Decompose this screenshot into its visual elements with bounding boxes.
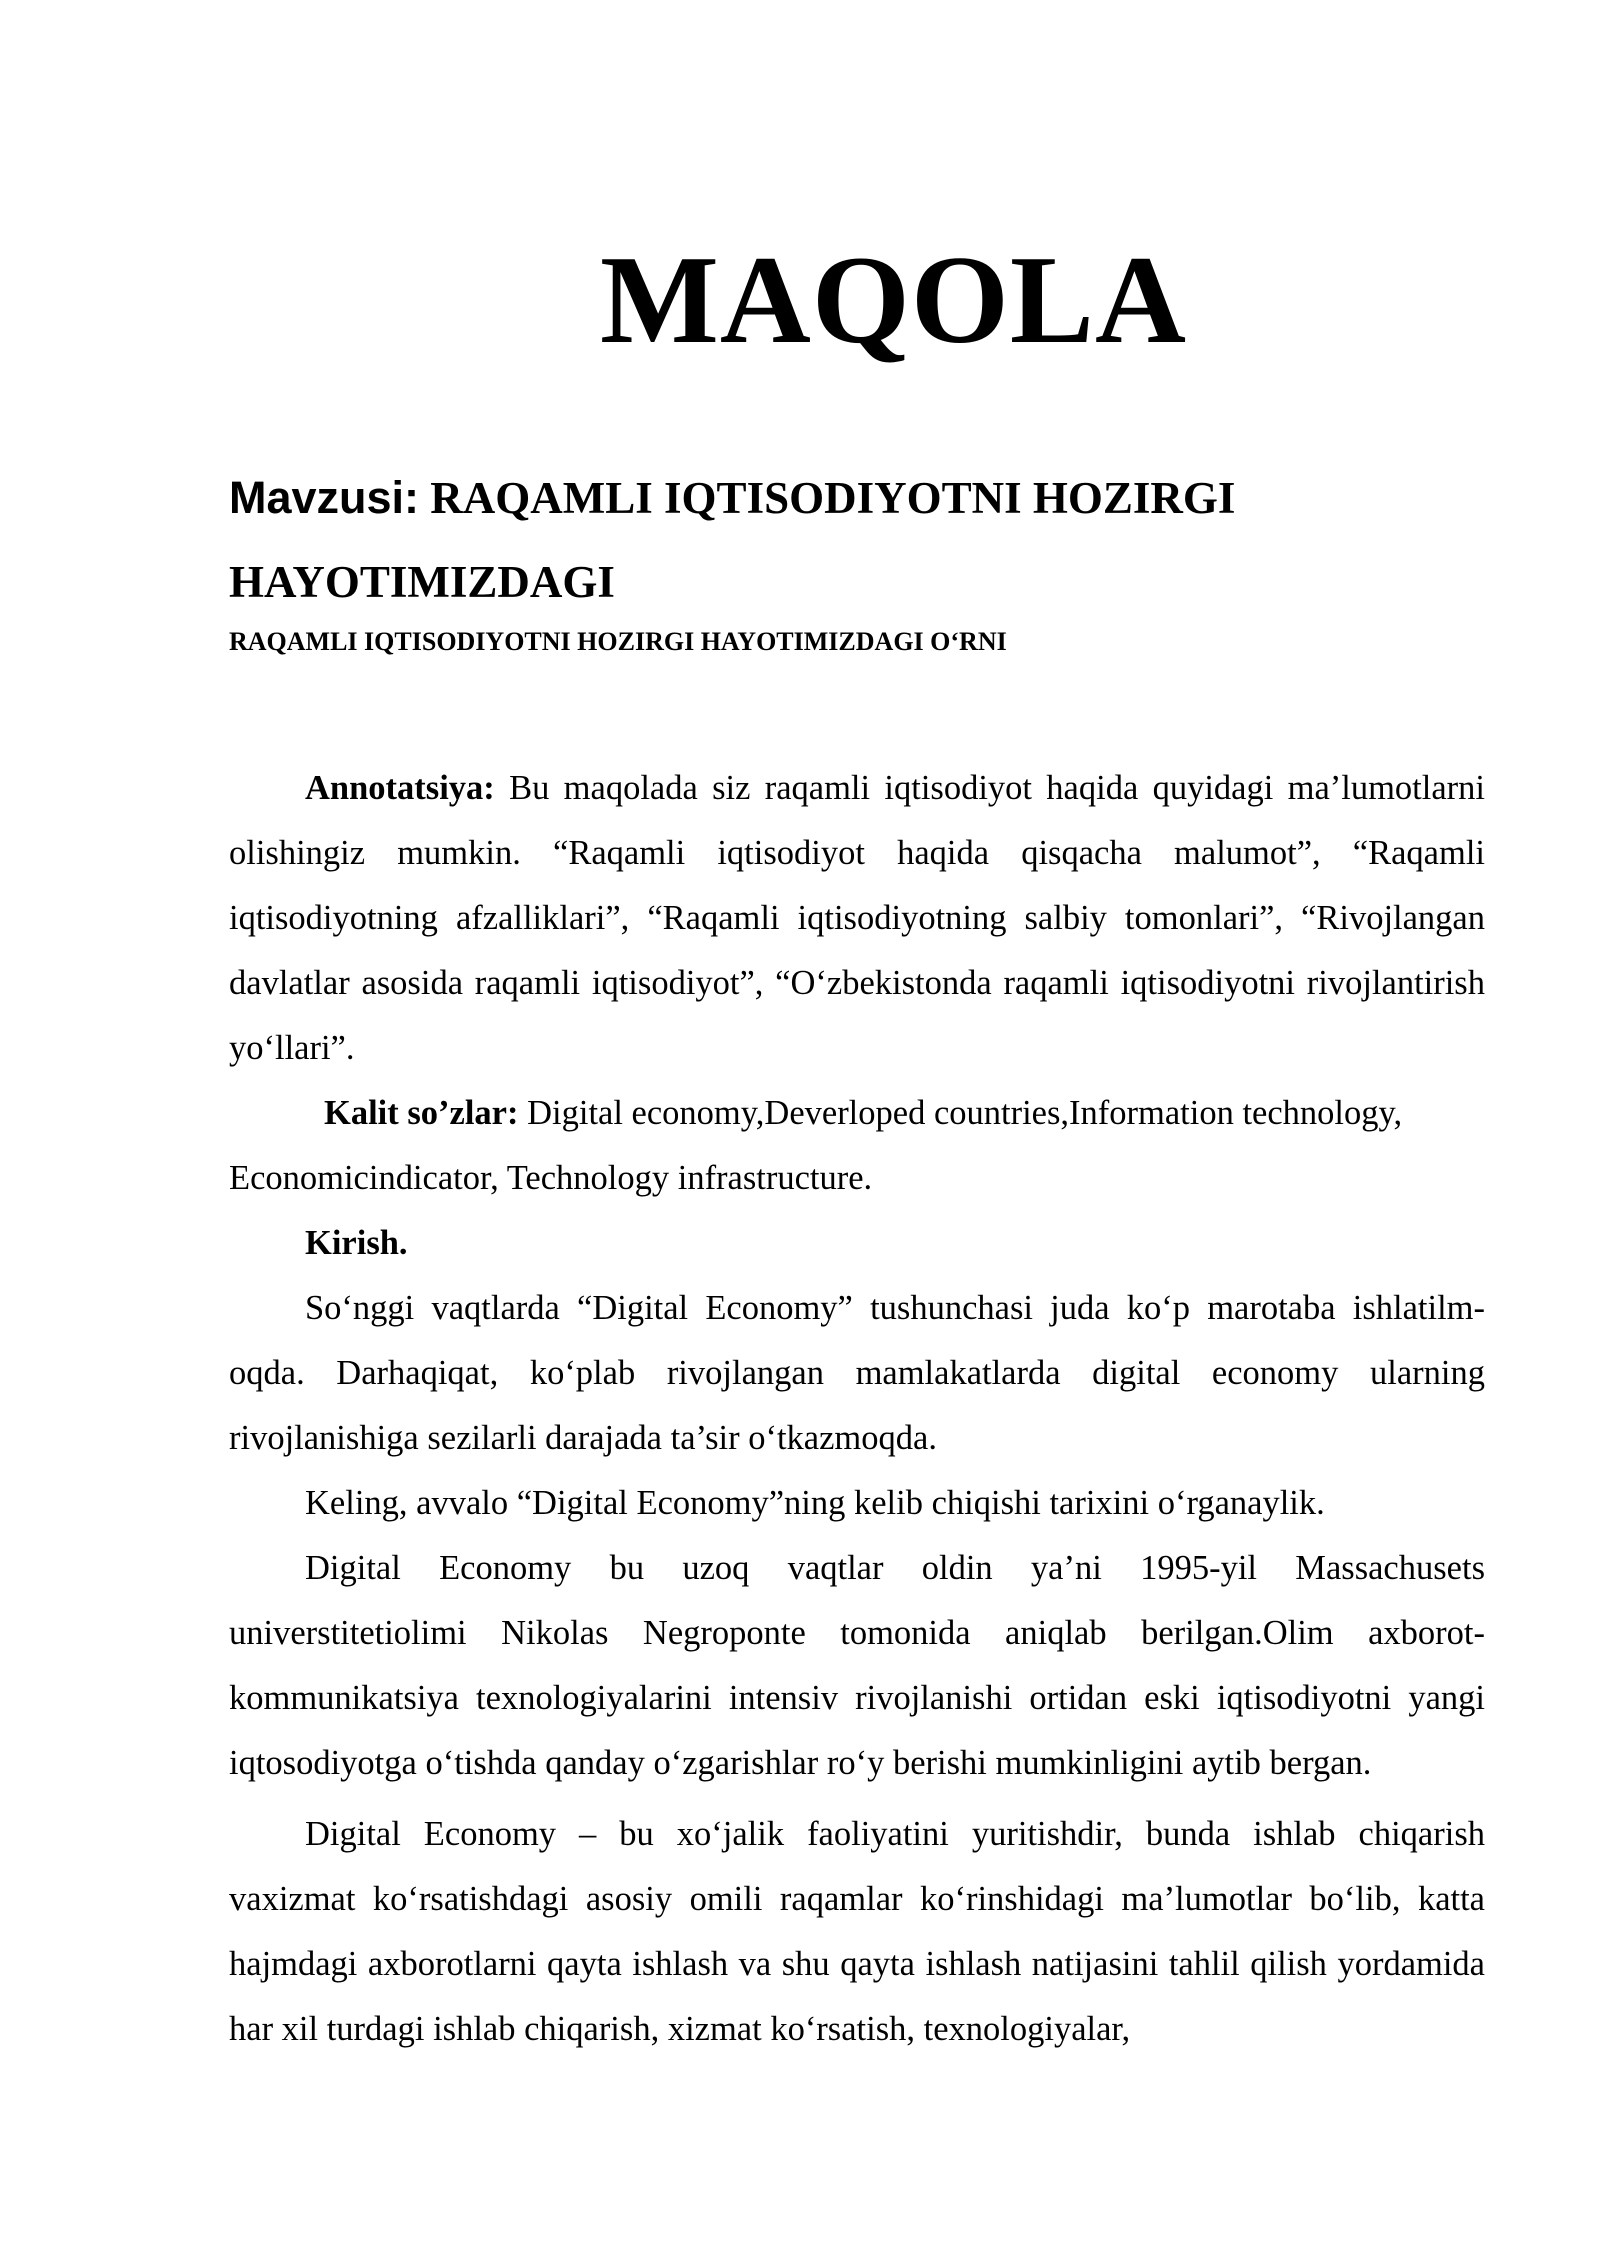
annotation-text: Bu maqolada siz raqamli iqtisodiyot haqida quyidagi ma’lumotlarni olishingiz mumkin. “Raqamli iqtisodiyot haqida qisqacha malumot”, “Raqamli iqtisodiyotning afzalliklari”, “Raqamli iqtisodiyotning salbiy tomonlari”, “Rivojlangan davlatlar asosida raqamli iqtisodiyot”, “O‘zbekistonda raqamli iqtisodiyotni rivojlantirish yo‘llari”.: [229, 769, 1485, 1067]
intro-heading: Kirish.: [305, 1224, 408, 1262]
topic-heading: [229, 456, 1409, 624]
body-paragraph: Digital Economy – bu xo‘jalik faoliyatini yuritishdir, bunda ishlab chiqarish vaxizmat ko‘rsatishdagi asosiy omili raqamlar ko‘rinshidagi ma’lumotlar bo‘lib, katta hajmdagi axborotlarni qayta ishlash va shu qayta ishlash natijasini tahlil qilish yordamida har xil turdagi ishlab chiqarish, xizmat ko‘rsatish, texnologiyalar,: [229, 1815, 1485, 2048]
keywords-text: Digital economy,Deverloped countries,Information technology, Economicindicator, Technology infrastructure.: [229, 1094, 1403, 1197]
topic-label: Mavzusi:: [229, 472, 420, 523]
body-paragraph: Digital Economy bu uzoq vaqtlar oldin ya’ni 1995-yil Massachusets universtitetiolimi Nikolas Negroponte tomonida aniqlab berilgan.Olim axborot-kommunikatsiya texnologiyalarini intensiv rivojlanishi ortidan eski iqtisodiyotni yangi iqtosodiyotga o‘tishda qanday o‘zgarishlar ro‘y berishi mumkinligini aytib bergan.: [229, 1549, 1485, 1782]
annotation-paragraph: [229, 756, 1485, 1081]
document-body: [229, 756, 1485, 2062]
document-title: MAQOLA: [600, 231, 1187, 370]
annotation-label: Annotatsiya:: [305, 769, 495, 807]
body-paragraph: Keling, avvalo “Digital Economy”ning kelib chiqishi tarixini o‘rganaylik.: [305, 1484, 1325, 1522]
body-paragraph: So‘nggi vaqtlarda “Digital Economy” tushunchasi juda ko‘p marotaba ishlatilm-oqda. Darhaqiqat, ko‘plab rivojlangan mamlakatlarda digital economy ularning rivojlanishiga sezilarli darajada ta’sir o‘tkazmoqda.: [229, 1289, 1485, 1457]
keywords-paragraph: [229, 1081, 1485, 1211]
topic-text: RAQAMLI IQTISODIYOTNI HOZIRGI HAYOTIMIZDAGI: [229, 473, 1236, 607]
document-subtitle: RAQAMLI IQTISODIYOTNI HOZIRGI HAYOTIMIZDAGI O‘RNI: [229, 627, 1007, 656]
keywords-label: Kalit so’zlar:: [324, 1094, 519, 1132]
